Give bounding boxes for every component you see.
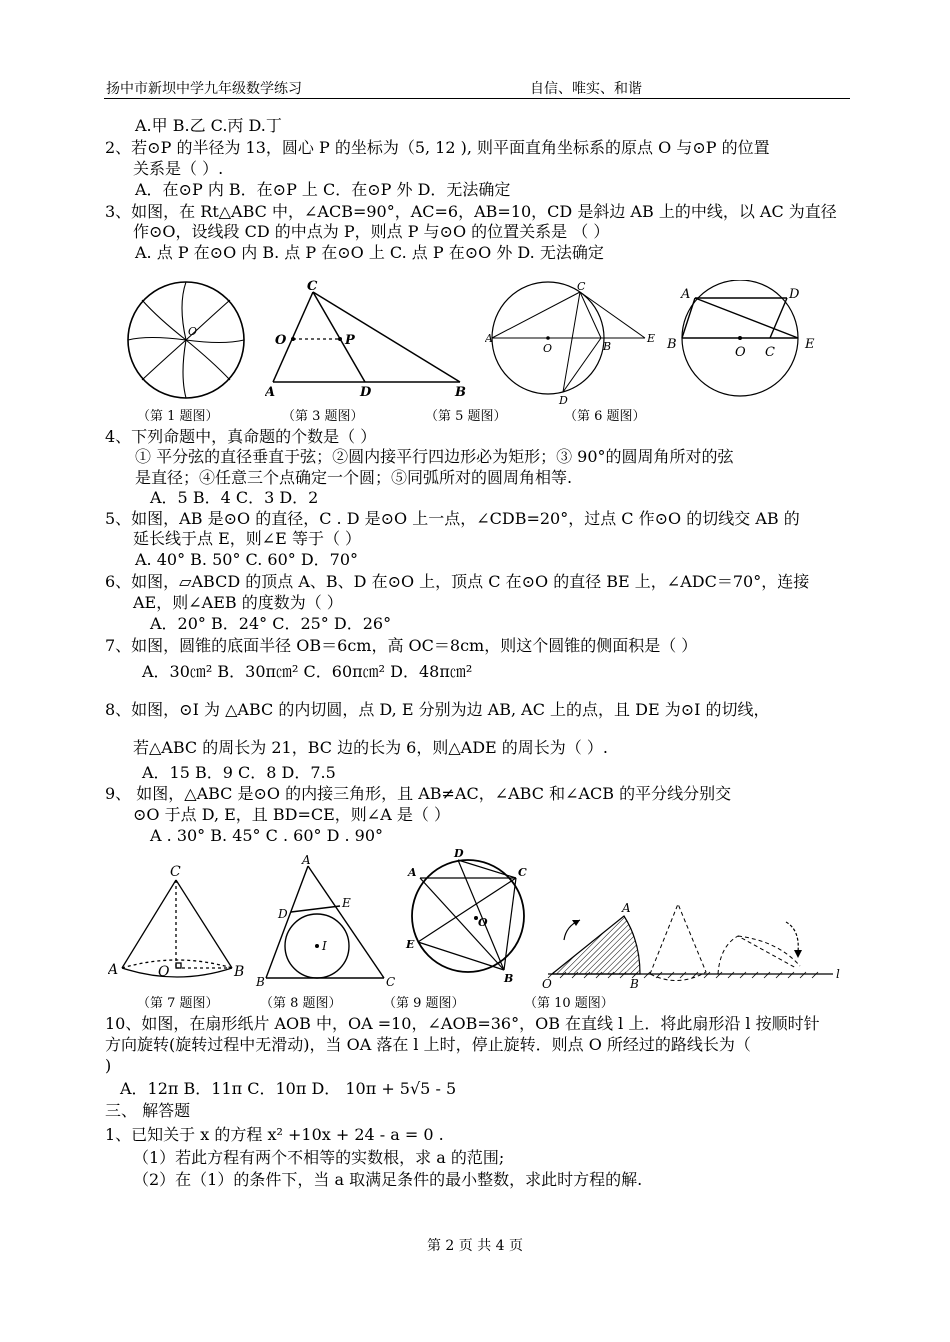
fig3-label-c: C [307, 280, 318, 294]
text-line: ① 平分弦的直径垂直于弦；②圆内接平行四边形必为矩形；③ 90°的圆周角所对的弦 [135, 447, 734, 466]
text-line: （2）在（1）的条件下，当 a 取满足条件的最小整数，求此时方程的解. [133, 1170, 643, 1189]
text-line: 若△ABC 的周长为 21，BC 边的长为 6，则△ADE 的周长为（ ）. [133, 738, 608, 757]
text-line: 3、如图，在 Rt△ABC 中，∠ACB=90°，AC=6，AB=10，CD 是斜边 AB 上的中线，以 AC 为直径 [105, 202, 837, 221]
text-line: 8、如图，⊙I 为 △ABC 的内切圆，点 D, E 分别为边 AB, AC 上的点，且 DE 为⊙I 的切线， [105, 700, 770, 719]
text-line: 1、已知关于 x 的方程 x² +10x + 24 - a = 0 . [105, 1125, 444, 1144]
page-footer: 第 2 页 共 4 页 [426, 1238, 524, 1254]
figure-3 [265, 280, 475, 402]
text-line: 10、如图，在扇形纸片 AOB 中，OA =10，∠AOB=36°，OB 在直线 l 上．将此扇形沿 l 按顺时针 [105, 1014, 820, 1033]
fig5-label-e: E [647, 332, 656, 345]
fig8-label-a: A [302, 853, 311, 867]
figure-6 [665, 280, 825, 408]
header-right: 自信、唯实、和谐 [530, 81, 642, 97]
text-line: A . 30° B. 45° C . 60° D . 90° [150, 826, 384, 845]
fig5-label-o: O [543, 342, 553, 355]
figure-caption: （第 10 题图） [524, 996, 614, 1011]
fig6-label-o: O [735, 345, 746, 360]
figure-5 [485, 280, 665, 408]
fig7-label-o: O [158, 964, 170, 980]
text-line: A．15 B．9 C．8 D．7.5 [142, 763, 336, 782]
fig3-label-p: P [345, 333, 355, 348]
fig9-label-b: B [504, 972, 514, 985]
fig10-label-a: A [622, 901, 631, 915]
fig3-label-d: D [360, 385, 372, 400]
figure-8 [252, 852, 400, 990]
figure-7 [108, 862, 250, 987]
text-line: 方向旋转(旋转过程中无滑动)，当 OA 落在 l 上时，停止旋转．则点 O 所经过的路线长为（ [105, 1035, 751, 1054]
fig8-label-i: I [322, 939, 327, 953]
text-line: A．30㎝² B．30π㎝² C．60π㎝² D．48π㎝² [142, 662, 473, 681]
fig9-label-a: A [408, 866, 417, 879]
fig6-label-e: E [805, 337, 815, 352]
fig10-label-l: l [836, 967, 840, 981]
fig8-label-c: C [386, 975, 396, 989]
figure-caption: （第 6 题图） [564, 409, 646, 424]
fig8-label-e: E [342, 896, 351, 910]
text-line: 6、如图，▱ABCD 的顶点 A、B、D 在⊙O 上，顶点 C 在⊙O 的直径 BE 上，∠ADC＝70°，连接 [105, 572, 810, 591]
text-line: A．12π B．11π C．10π D． 10π + 5√5 - 5 [120, 1079, 457, 1098]
fig3-label-o: O [275, 333, 287, 348]
fig7-label-b: B [234, 964, 245, 980]
text-line: 关系是（ ）. [133, 159, 224, 178]
text-line: 是直径；④任意三个点确定一个圆；⑤同弧所对的圆周角相等. [135, 468, 573, 487]
fig9-label-e: E [406, 938, 415, 951]
text-line: AE，则∠AEB 的度数为（ ） [133, 593, 343, 612]
figure-caption: （第 9 题图） [383, 996, 465, 1011]
text-line: （1）若此方程有两个不相等的实数根，求 a 的范围; [133, 1148, 505, 1167]
figure-caption: （第 8 题图） [260, 996, 342, 1011]
fig6-label-c: C [765, 345, 775, 360]
text-line: 4、下列命题中，真命题的个数是（ ） [105, 427, 377, 446]
fig5-label-d: D [559, 394, 568, 407]
fig3-label-a: A [265, 385, 276, 400]
figure-10 [538, 896, 848, 992]
text-line: A.甲 B.乙 C.丙 D.丁 [135, 116, 282, 135]
figure-caption: （第 1 题图） [137, 409, 219, 424]
figure-caption: （第 3 题图） [282, 409, 364, 424]
header-rule [104, 98, 850, 99]
text-line: A．5 B．4 C．3 D．2 [150, 488, 319, 507]
fig7-label-c: C [170, 864, 181, 880]
fig3-label-b: B [455, 385, 466, 400]
figure-1 [118, 280, 258, 402]
text-line: 三、 解答题 [105, 1101, 191, 1120]
text-line: 7、如图，圆锥的底面半径 OB＝6cm，高 OC＝8cm，则这个圆锥的侧面积是（ ） [105, 636, 698, 655]
text-line: A．在⊙P 内 B．在⊙P 上 C．在⊙P 外 D．无法确定 [135, 180, 511, 199]
fig5-label-c: C [577, 280, 586, 293]
svg-text:O: O [188, 325, 198, 338]
fig8-label-d: D [278, 907, 288, 921]
fig9-label-c: C [518, 866, 527, 879]
fig6-label-b: B [667, 337, 677, 352]
header-left: 扬中市新坝中学九年级数学练习 [106, 81, 302, 97]
figure-caption: （第 5 题图） [425, 409, 507, 424]
text-line: A. 40° B. 50° C. 60° D．70° [135, 550, 359, 569]
fig6-label-a: A [681, 287, 691, 302]
text-line: ) [105, 1056, 112, 1075]
fig10-label-o: O [542, 977, 552, 991]
text-line: 2、若⊙P 的半径为 13，圆心 P 的坐标为（5, 12 ), 则平面直角坐标系的原点 O 与⊙P 的位置 [105, 138, 770, 157]
fig7-label-a: A [108, 962, 119, 978]
text-line: 作⊙O，设线段 CD 的中点为 P，则点 P 与⊙O 的位置关系是 （ ） [133, 222, 610, 241]
fig9-label-d: D [454, 847, 464, 860]
text-line: ⊙O 于点 D, E，且 BD=CE，则∠A 是（ ） [133, 805, 450, 824]
fig5-label-a: A [485, 332, 493, 345]
fig10-label-b: B [630, 977, 639, 991]
fig8-label-b: B [256, 975, 265, 989]
fig5-label-b: B [603, 340, 612, 353]
text-line: A. 点 P 在⊙O 内 B. 点 P 在⊙O 上 C. 点 P 在⊙O 外 D. 无法确定 [135, 243, 604, 262]
text-line: 延长线于点 E，则∠E 等于（ ） [133, 529, 362, 548]
text-line: A．20° B．24° C．25° D．26° [150, 614, 392, 633]
fig9-label-o: O [478, 916, 488, 929]
figure-9 [400, 846, 535, 986]
text-line: 9、 如图，△ABC 是⊙O 的内接三角形，且 AB≠AC，∠ABC 和∠ACB 的平分线分别交 [105, 784, 732, 803]
fig6-label-d: D [789, 287, 800, 302]
figure-caption: （第 7 题图） [137, 996, 219, 1011]
text-line: 5、如图，AB 是⊙O 的直径，C . D 是⊙O 上一点，∠CDB=20°，过点 C 作⊙O 的切线交 AB 的 [105, 509, 800, 528]
